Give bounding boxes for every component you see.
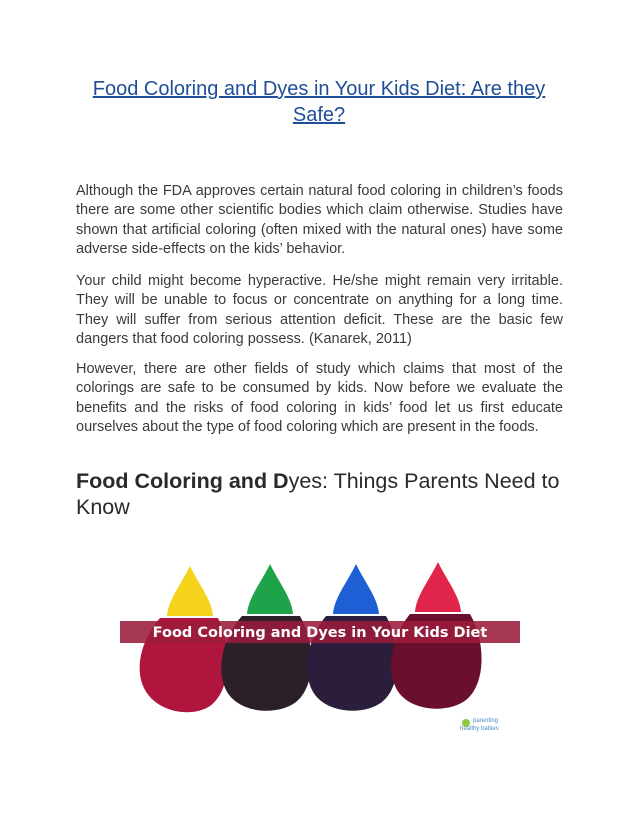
dangers-paragraph: Your child might become hyperactive. He/she might remain very irritable. They will be unable to focus or concentrate on anything for a long time. They will suffer from serious attention deficit. These are the basic few dangers that food coloring possess. (Kanarek, 2011) (76, 273, 563, 348)
section-heading-bold: Food Coloring and D (76, 469, 289, 493)
banner-text: Food Coloring and Dyes in Your Kids Diet (152, 625, 488, 641)
section-heading (76, 468, 563, 520)
logo-line-1: parenting (473, 718, 499, 724)
page-title[interactable]: Food Coloring and Dyes in Your Kids Diet: Are they Safe? (92, 78, 546, 126)
studies-paragraph: However, there are other fields of study which claims that most of the colorings are safe to be consumed by kids. Now before we evaluate the benefits and the risks of food coloring in kids’ food let us first educate ourselves about the type of food coloring which are present in the foods. (76, 361, 563, 436)
section-heading-rest: yes: Things Parents Need to Know (76, 469, 560, 519)
dye-bottles-illustration (120, 538, 520, 738)
intro-paragraph: Although the FDA approves certain natural food coloring in children’s foods there are some other scientific bodies which claim otherwise. Studies have shown that artificial coloring (often mixed with the natural ones) have some adverse side-effects on the kids’ behavior. (76, 183, 563, 258)
food-coloring-image (120, 538, 520, 738)
site-logo (460, 718, 499, 732)
logo-line-2: healthy babies (460, 726, 499, 732)
